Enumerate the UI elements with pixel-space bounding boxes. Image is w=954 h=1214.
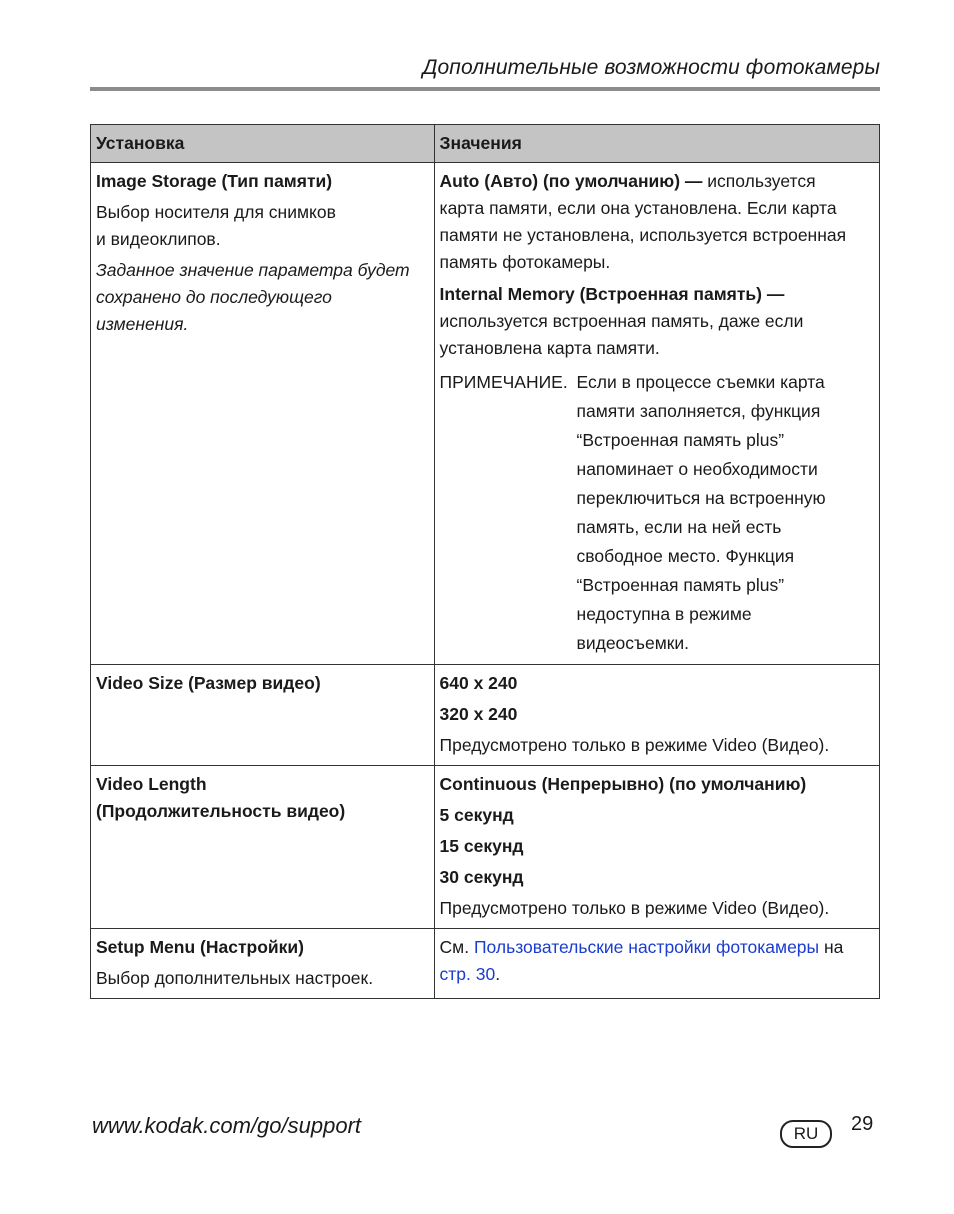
table-header-row (91, 125, 880, 163)
value-note: Предусмотрено только в режиме Video (Видео). (439, 735, 830, 755)
value-text-line: память фотокамеры. (439, 252, 611, 272)
column-header-setting: Установка (91, 125, 435, 163)
note-line: памяти заполняется, функция (576, 401, 821, 421)
table-row-video-length (91, 766, 880, 929)
setting-name: Video Size (Размер видео) (96, 673, 321, 693)
setting-name: Video Length (96, 774, 207, 794)
setting-cell (91, 665, 435, 766)
note-label: ПРИМЕЧАНИЕ. (439, 372, 568, 392)
setting-cell (91, 929, 435, 999)
note-line: “Встроенная память plus” (576, 430, 785, 450)
note-line: Если в процессе съемки карта (576, 372, 825, 392)
running-header-title: Дополнительные возможности фотокамеры (422, 56, 880, 79)
page-reference-link[interactable]: стр. 30 (439, 964, 496, 984)
setting-name: (Продолжительность видео) (96, 801, 346, 821)
value-option-label: 30 секунд (439, 867, 524, 887)
value-text-line: используется встроенная память, даже если (439, 311, 804, 331)
values-cell (434, 665, 879, 766)
values-cell (434, 163, 879, 665)
setting-note-line: сохранено до последующего (96, 287, 332, 307)
value-option-label: Internal Memory (Встроенная память) — (439, 284, 785, 304)
footer-support-url: www.kodak.com/go/support (92, 1113, 362, 1138)
values-cell (434, 766, 879, 929)
value-option-label: 15 секунд (439, 836, 524, 856)
value-text-line: карта памяти, если она установлена. Если карта (439, 198, 837, 218)
setting-description-line: и видеоклипов. (96, 229, 221, 249)
value-text-line: установлена карта памяти. (439, 338, 660, 358)
table-row-image-storage (91, 163, 880, 665)
language-badge: RU (780, 1120, 832, 1148)
note-line: недоступна в режиме (576, 604, 752, 624)
value-option-label: Continuous (Непрерывно) (по умолчанию) (439, 774, 807, 794)
column-header-values: Значения (434, 125, 879, 163)
value-option-text: используется (702, 171, 816, 191)
note-line: напоминает о необходимости (576, 459, 818, 479)
camera-settings-link[interactable]: Пользовательские настройки фотокамеры (473, 937, 820, 957)
value-option-label: 5 секунд (439, 805, 514, 825)
note-line: переключиться на встроенную (576, 488, 826, 508)
value-option-label: 320 x 240 (439, 704, 518, 724)
reference-mid: на (819, 937, 844, 957)
value-text-line: памяти не установлена, используется встроенная (439, 225, 847, 245)
note-line: “Встроенная память plus” (576, 575, 785, 595)
reference-prefix: См. (439, 937, 474, 957)
value-option-label: 640 x 240 (439, 673, 518, 693)
setting-note-line: Заданное значение параметра будет (96, 260, 410, 280)
setting-name: Image Storage (Тип памяти) (96, 171, 333, 191)
setting-description-line: Выбор дополнительных настроек. (96, 968, 374, 988)
setting-name: Setup Menu (Настройки) (96, 937, 305, 957)
settings-table (90, 124, 880, 999)
setting-cell (91, 163, 435, 665)
value-note: Предусмотрено только в режиме Video (Видео). (439, 898, 830, 918)
table-row-setup-menu (91, 929, 880, 999)
setting-cell (91, 766, 435, 929)
table-row-video-size (91, 665, 880, 766)
values-cell (434, 929, 879, 999)
value-option-label: Auto (Авто) (по умолчанию) — (439, 171, 703, 191)
page-number: 29 (851, 1113, 874, 1135)
note-line: свободное место. Функция (576, 546, 795, 566)
header-divider (90, 87, 880, 91)
setting-note-line: изменения. (96, 314, 189, 334)
note-line: память, если на ней есть (576, 517, 782, 537)
note-text (577, 368, 874, 658)
reference-end: . (495, 964, 501, 984)
value-reference (440, 934, 874, 988)
setting-description-line: Выбор носителя для снимков (96, 202, 336, 222)
note-block (440, 368, 874, 658)
value-auto (440, 168, 874, 195)
note-line: видеосъемки. (576, 633, 690, 653)
